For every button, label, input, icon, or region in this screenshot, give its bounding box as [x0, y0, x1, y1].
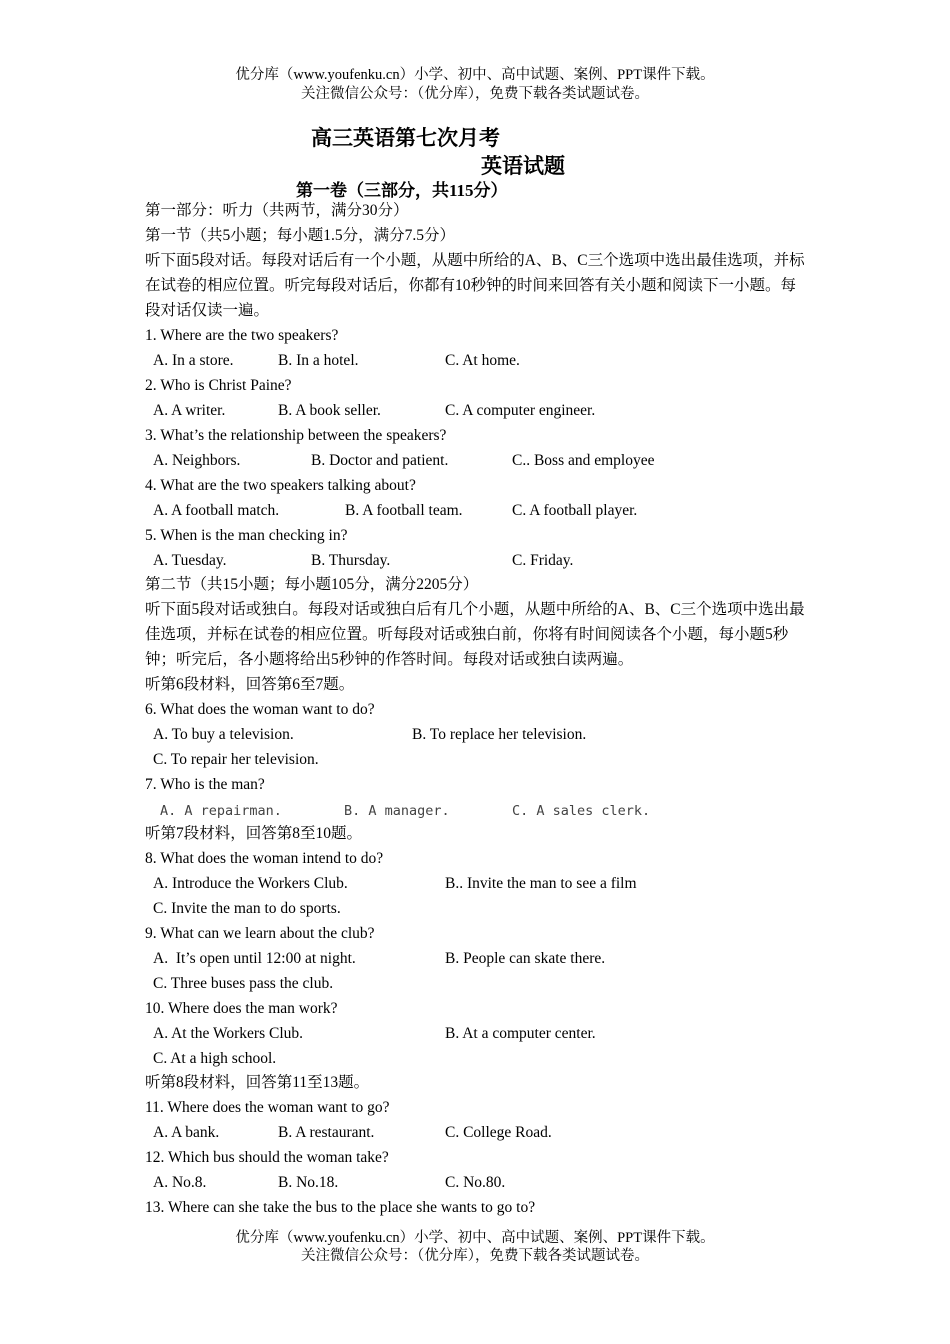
q6-option-c: C. To repair her television. [153, 751, 319, 768]
q11-option-a: A. A bank. [153, 1124, 220, 1141]
part1-heading: 第一部分：听力（共两节，满分30分） [145, 202, 409, 219]
q11-option-b: B. A restaurant. [278, 1124, 375, 1141]
q4-option-a: A. A football match. [153, 502, 280, 519]
q6-option-a: A. To buy a television. [153, 726, 294, 743]
q11-option-c: C. College Road. [445, 1124, 552, 1141]
section1-instructions: 听下面5段对话。每段对话后有一个小题，从题中所给的A、B、C三个选项中选出最佳选项，并标在试卷的相应位置。听完每段对话后，你都有10秒钟的时间来回答有关小题和阅读下一小题。每段对话仅读一遍。 [145, 252, 805, 319]
q8-option-a: A. Introduce the Workers Club. [153, 875, 348, 892]
exam-title: 高三英语第七次月考 [311, 126, 500, 150]
material-6-note: 听第6段材料，回答第6至7题。 [145, 676, 355, 693]
q6-stem: 6. What does the woman want to do? [145, 701, 375, 718]
q10-option-b: B. At a computer center. [445, 1025, 596, 1042]
q1-option-b: B. In a hotel. [278, 352, 359, 369]
q13-stem: 13. Where can she take the bus to the place she wants to go to? [145, 1199, 536, 1216]
material-7-note: 听第7段材料，回答第8至10题。 [145, 825, 363, 842]
q12-option-a: A. No.8. [153, 1174, 207, 1191]
q3-option-a: A. Neighbors. [153, 452, 241, 469]
material-8-note: 听第8段材料，回答第11至13题。 [145, 1074, 370, 1091]
q7-option-c: C. A sales clerk. [512, 803, 651, 819]
header-line-2: 关注微信公众号：（优分库），免费下载各类试题试卷。 [301, 86, 649, 102]
q2-option-a: A. A writer. [153, 402, 226, 419]
q4-stem: 4. What are the two speakers talking about? [145, 477, 416, 494]
q5-stem: 5. When is the man checking in? [145, 527, 348, 544]
q12-option-c: C. No.80. [445, 1174, 506, 1191]
footer-line-2: 关注微信公众号：（优分库），免费下载各类试题试卷。 [301, 1248, 649, 1264]
q3-stem: 3. What’s the relationship between the speakers? [145, 427, 447, 444]
header-line-1: 优分库（www.youfenku.cn）小学、初中、高中试题、案例、PPT课件下载。 [235, 67, 715, 83]
q9-option-c: C. Three buses pass the club. [153, 975, 334, 992]
q7-stem: 7. Who is the man? [145, 776, 265, 793]
q7-option-b: B. A manager. [344, 803, 450, 819]
exam-subtitle: 英语试题 [481, 154, 565, 178]
q10-option-c: C. At a high school. [153, 1050, 277, 1067]
q9-option-a: A. It’s open until 12:00 at night. [153, 950, 356, 967]
q3-option-c: C.. Boss and employee [512, 452, 655, 469]
volume-heading: 第一卷（三部分，共115分） [296, 181, 508, 200]
q3-option-b: B. Doctor and patient. [311, 452, 449, 469]
footer-line-1: 优分库（www.youfenku.cn）小学、初中、高中试题、案例、PPT课件下载。 [235, 1230, 715, 1246]
q8-stem: 8. What does the woman intend to do? [145, 850, 384, 867]
q5-option-a: A. Tuesday. [153, 552, 227, 569]
q8-option-b: B.. Invite the man to see a film [445, 875, 637, 892]
q5-option-c: C. Friday. [512, 552, 574, 569]
q1-stem: 1. Where are the two speakers? [145, 327, 339, 344]
section2-heading: 第二节（共15小题；每小题105分，满分2205分） [145, 576, 479, 593]
q6-option-b: B. To replace her television. [412, 726, 587, 743]
q4-option-c: C. A football player. [512, 502, 638, 519]
q7-option-a: A. A repairman. [160, 803, 282, 819]
section2-instructions: 听下面5段对话或独白。每段对话或独白后有几个小题，从题中所给的A、B、C三个选项中选出最佳选项，并标在试卷的相应位置。听每段对话或独白前，你将有时间阅读各个小题，每小题5秒钟；听完后，各小题将给出5秒钟的作答时间。每段对话或独白读两遍。 [145, 601, 805, 668]
q10-option-a: A. At the Workers Club. [153, 1025, 304, 1042]
q12-stem: 12. Which bus should the woman take? [145, 1149, 389, 1166]
q12-option-b: B. No.18. [278, 1174, 339, 1191]
q1-option-a: A. In a store. [153, 352, 234, 369]
q9-option-b: B. People can skate there. [445, 950, 606, 967]
q5-option-b: B. Thursday. [311, 552, 391, 569]
q8-option-c: C. Invite the man to do sports. [153, 900, 341, 917]
q1-option-c: C. At home. [445, 352, 520, 369]
q9-stem: 9. What can we learn about the club? [145, 925, 375, 942]
q11-stem: 11. Where does the woman want to go? [145, 1099, 390, 1116]
q2-option-c: C. A computer engineer. [445, 402, 596, 419]
section1-heading: 第一节（共5小题；每小题1.5分，满分7.5分） [145, 227, 456, 244]
q2-option-b: B. A book seller. [278, 402, 381, 419]
q10-stem: 10. Where does the man work? [145, 1000, 338, 1017]
q2-stem: 2. Who is Christ Paine? [145, 377, 292, 394]
q4-option-b: B. A football team. [345, 502, 463, 519]
